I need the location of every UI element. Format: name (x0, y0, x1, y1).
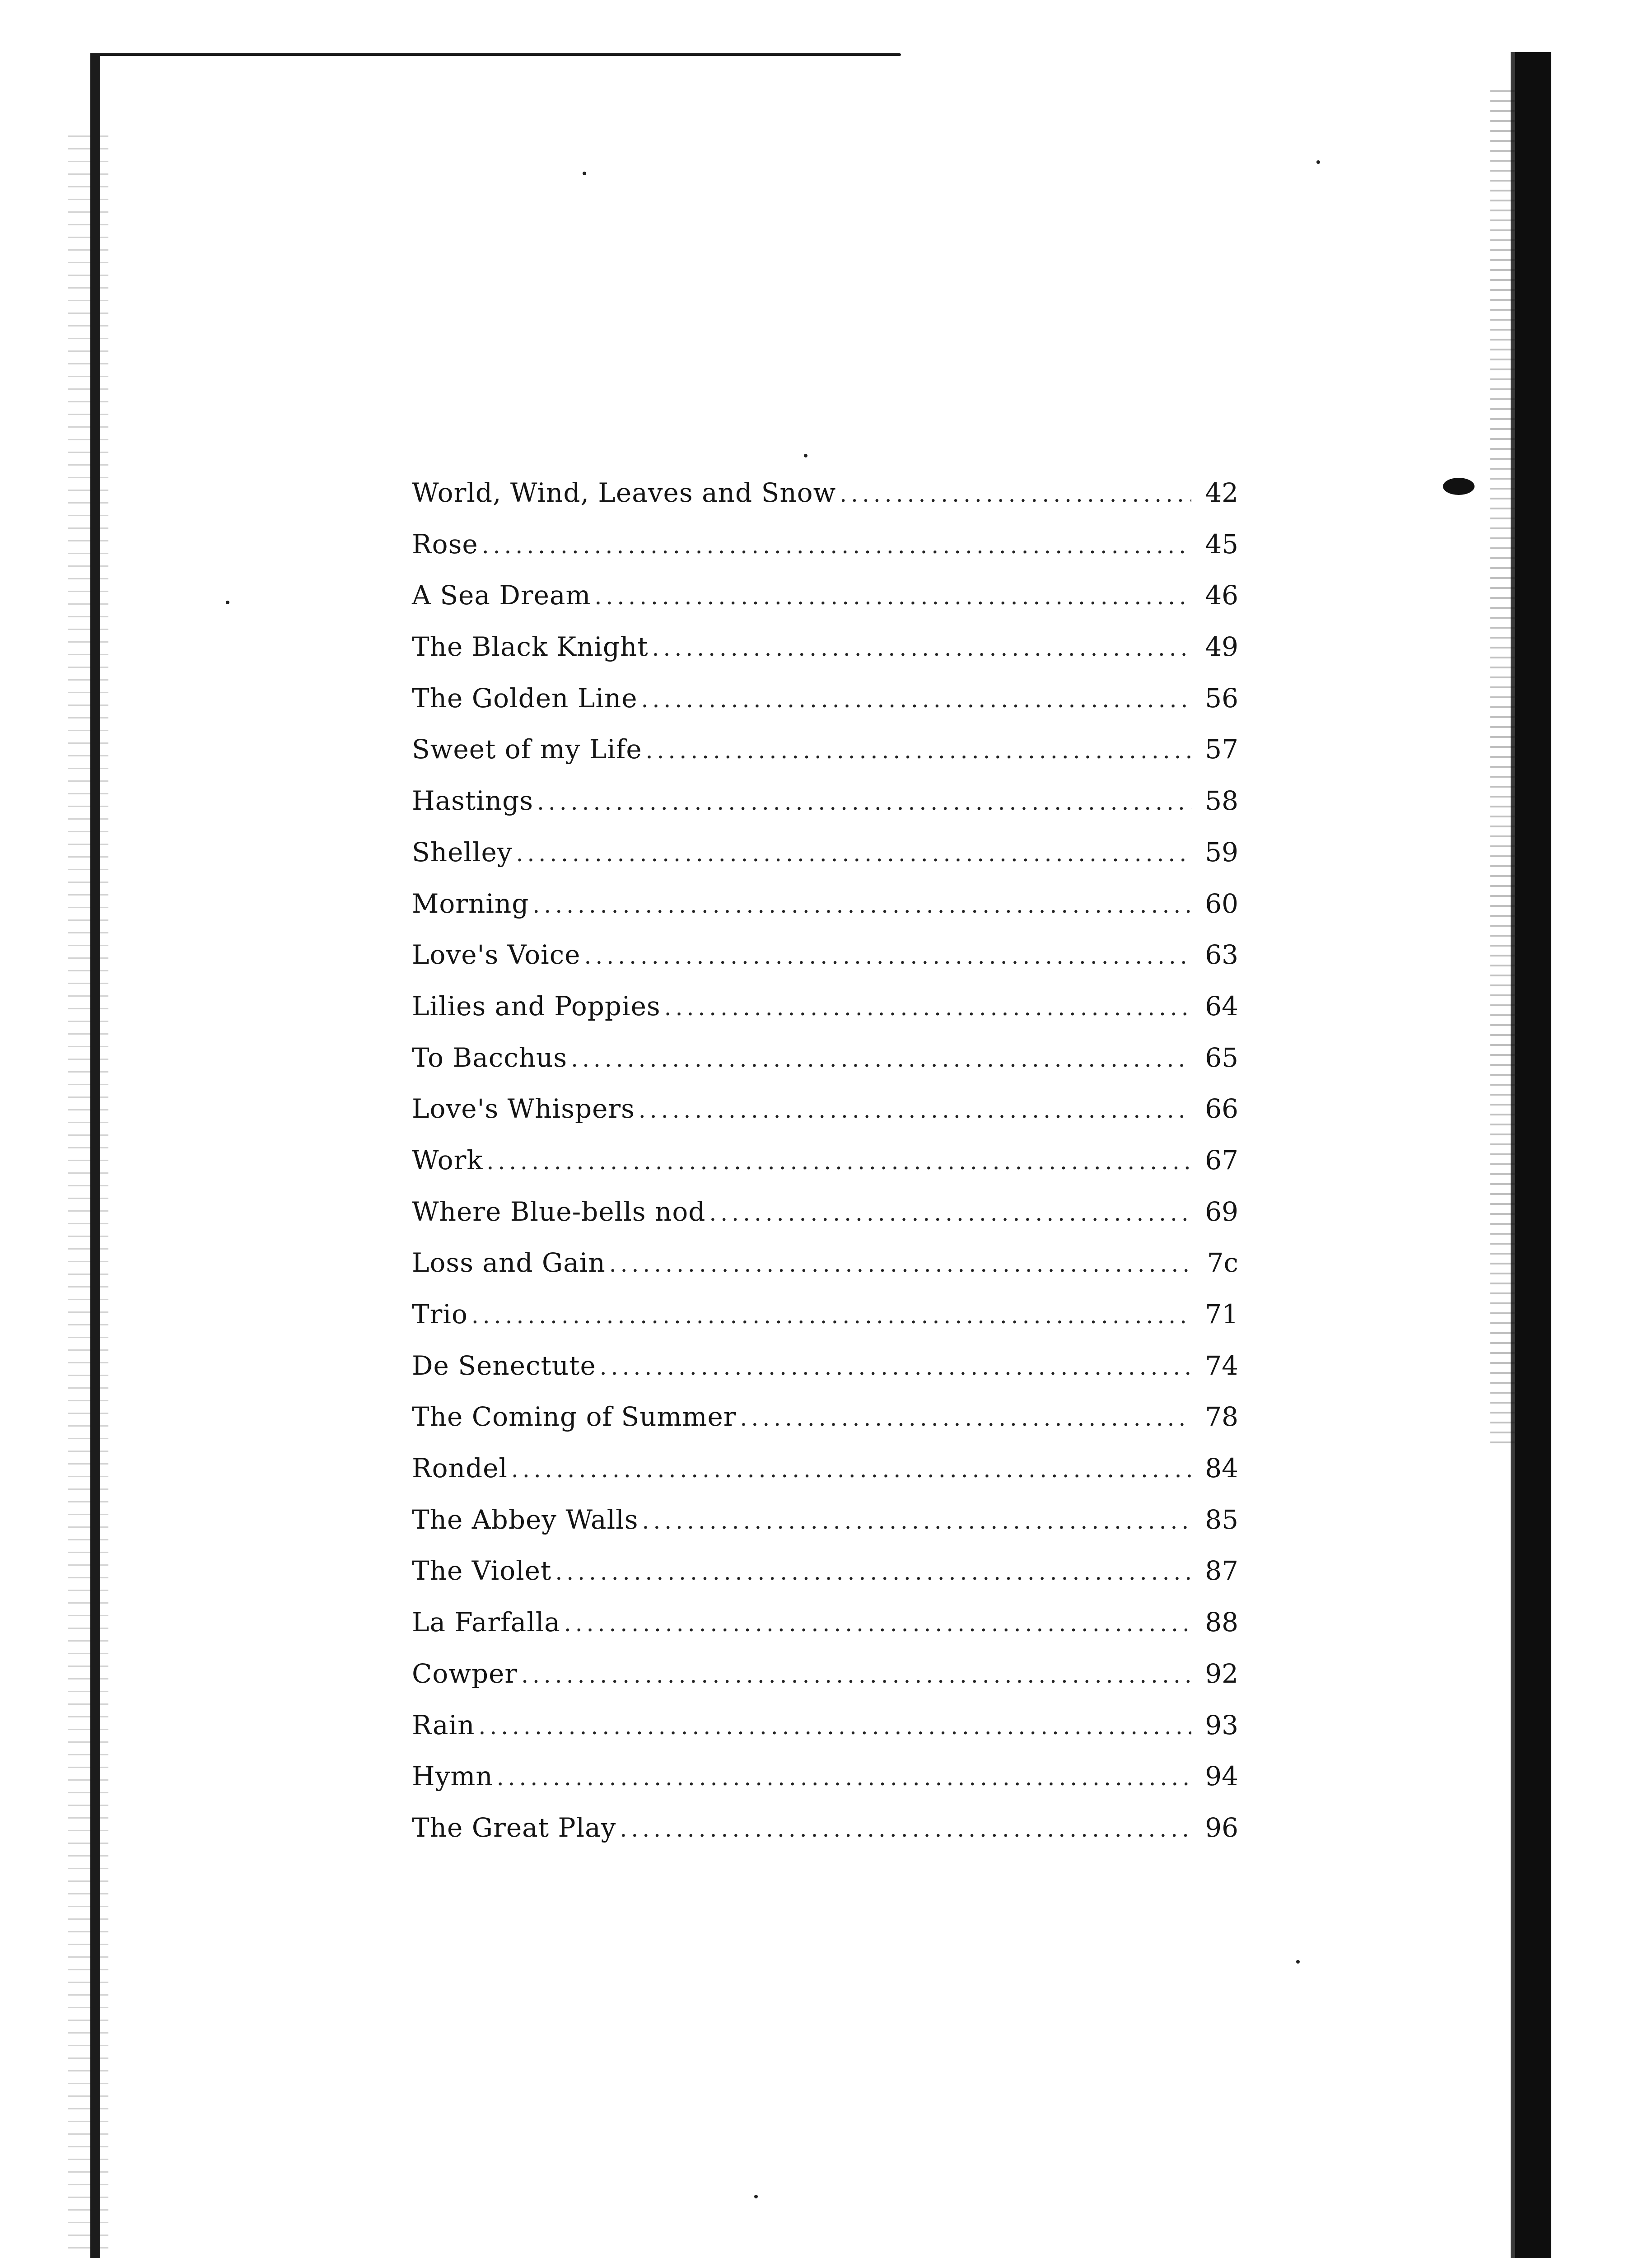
toc-entry-title: Shelley (412, 836, 513, 868)
toc-entry-title: Work (412, 1144, 483, 1176)
toc-entry[interactable] (412, 1802, 1238, 1854)
dot-leader (532, 880, 1191, 931)
toc-entry-title: Trio (412, 1299, 468, 1330)
toc-entry[interactable] (412, 1751, 1238, 1802)
toc-entry-page-number: 59 (1205, 836, 1238, 868)
right-margin-noise (1490, 90, 1517, 1445)
toc-entry-page-number: 45 (1205, 528, 1238, 560)
toc-entry-title: The Abbey Walls (412, 1504, 639, 1535)
dot-leader (642, 1496, 1192, 1547)
dot-leader (840, 469, 1191, 520)
dot-leader (478, 1701, 1191, 1753)
dot-leader (740, 1393, 1191, 1444)
toc-entry-page-number: 87 (1205, 1555, 1238, 1586)
toc-entry[interactable] (412, 878, 1238, 930)
table-of-contents (412, 467, 1238, 1854)
toc-entry[interactable] (412, 1083, 1238, 1135)
toc-entry-page-number: 85 (1205, 1504, 1238, 1535)
toc-entry[interactable] (412, 621, 1238, 673)
toc-entry-title: Where Blue-bells nod (412, 1196, 706, 1227)
dot-leader (511, 1444, 1191, 1496)
toc-entry[interactable] (412, 1545, 1238, 1597)
toc-entry[interactable] (412, 981, 1238, 1032)
dot-leader (646, 725, 1191, 777)
toc-entry-title: The Black Knight (412, 631, 649, 662)
speck (754, 2195, 758, 2198)
toc-entry-page-number: 84 (1205, 1453, 1238, 1484)
left-margin-noise (68, 135, 108, 2258)
toc-entry-page-number: 78 (1205, 1401, 1238, 1432)
toc-entry[interactable] (412, 1340, 1238, 1392)
dot-leader (595, 571, 1191, 623)
toc-entry-title: Rose (412, 528, 478, 560)
dot-leader (497, 1752, 1191, 1804)
toc-entry-page-number: 69 (1205, 1196, 1238, 1227)
dot-leader (652, 623, 1191, 674)
toc-entry[interactable] (412, 1032, 1238, 1084)
dot-leader (521, 1650, 1191, 1701)
toc-entry-title: World, Wind, Leaves and Snow (412, 477, 836, 508)
toc-entry-page-number: 67 (1205, 1144, 1238, 1176)
toc-entry[interactable] (412, 1237, 1238, 1289)
dot-leader (564, 1598, 1191, 1650)
toc-entry-title: Lilies and Poppies (412, 990, 661, 1022)
dot-leader (486, 1136, 1191, 1188)
toc-entry-page-number: 66 (1205, 1093, 1238, 1124)
dot-leader (537, 777, 1191, 828)
toc-entry-page-number: 49 (1205, 631, 1238, 662)
dot-leader (471, 1290, 1191, 1342)
toc-entry[interactable] (412, 467, 1238, 519)
toc-entry[interactable] (412, 1700, 1238, 1751)
toc-entry-title: To Bacchus (412, 1042, 568, 1073)
toc-entry-page-number: 65 (1205, 1042, 1238, 1073)
toc-entry-title: Hastings (412, 785, 534, 816)
toc-entry[interactable] (412, 1443, 1238, 1494)
toc-entry-page-number: 60 (1205, 888, 1238, 919)
dot-leader (516, 828, 1191, 880)
speck (226, 601, 229, 604)
speck (1296, 1960, 1300, 1964)
toc-entry-title: Sweet of my Life (412, 734, 642, 765)
toc-entry-page-number: 7c (1207, 1247, 1238, 1278)
toc-entry-page-number: 71 (1205, 1299, 1238, 1330)
dot-leader (709, 1188, 1191, 1239)
speck (1316, 160, 1320, 164)
toc-entry-title: Hymn (412, 1761, 493, 1792)
toc-entry[interactable] (412, 1391, 1238, 1443)
toc-entry[interactable] (412, 1186, 1238, 1238)
toc-entry-title: The Golden Line (412, 682, 638, 714)
toc-entry[interactable] (412, 1494, 1238, 1546)
toc-entry[interactable] (412, 724, 1238, 775)
dot-leader (609, 1239, 1191, 1290)
dot-leader (664, 982, 1191, 1034)
toc-entry[interactable] (412, 1135, 1238, 1186)
toc-entry[interactable] (412, 1597, 1238, 1648)
toc-entry-title: Love's Voice (412, 939, 581, 970)
toc-entry-title: De Senectute (412, 1350, 596, 1381)
toc-entry-title: A Sea Dream (412, 580, 591, 611)
dot-leader (620, 1804, 1191, 1855)
toc-entry-title: Loss and Gain (412, 1247, 606, 1278)
dot-leader (641, 674, 1191, 726)
toc-entry-page-number: 46 (1205, 580, 1238, 611)
toc-entry[interactable] (412, 775, 1238, 827)
toc-entry[interactable] (412, 1648, 1238, 1700)
toc-entry-page-number: 96 (1205, 1812, 1238, 1843)
dot-leader (555, 1547, 1191, 1598)
speck (804, 454, 807, 457)
page-top-edge (93, 53, 901, 56)
toc-entry-title: Morning (412, 888, 529, 919)
dot-leader (571, 1034, 1191, 1085)
toc-entry[interactable] (412, 673, 1238, 724)
dot-leader (639, 1085, 1191, 1136)
dot-leader (482, 520, 1191, 572)
toc-entry[interactable] (412, 1289, 1238, 1340)
toc-entry-title: The Great Play (412, 1812, 616, 1843)
dot-leader (584, 931, 1191, 982)
toc-entry[interactable] (412, 827, 1238, 878)
toc-entry-page-number: 57 (1205, 734, 1238, 765)
toc-entry-page-number: 74 (1205, 1350, 1238, 1381)
toc-entry-page-number: 58 (1205, 785, 1238, 816)
toc-entry[interactable] (412, 519, 1238, 570)
toc-entry-page-number: 64 (1205, 990, 1238, 1022)
toc-entry-page-number: 63 (1205, 939, 1238, 970)
toc-entry-page-number: 42 (1205, 477, 1238, 508)
toc-entry-title: Rondel (412, 1453, 508, 1484)
toc-entry-title: Love's Whispers (412, 1093, 635, 1124)
toc-entry-title: La Farfalla (412, 1607, 560, 1638)
toc-entry-title: Cowper (412, 1658, 518, 1689)
toc-entry-title: The Coming of Summer (412, 1401, 737, 1432)
toc-entry-title: The Violet (412, 1555, 552, 1586)
dot-leader (600, 1342, 1191, 1393)
toc-entry[interactable] (412, 929, 1238, 981)
speck (583, 172, 586, 175)
toc-entry-page-number: 56 (1205, 682, 1238, 714)
toc-entry[interactable] (412, 570, 1238, 621)
toc-entry-page-number: 93 (1205, 1709, 1238, 1740)
ink-blot (1443, 478, 1475, 495)
toc-entry-title: Rain (412, 1709, 475, 1740)
toc-entry-page-number: 92 (1205, 1658, 1238, 1689)
toc-entry-page-number: 94 (1205, 1761, 1238, 1792)
toc-entry-page-number: 88 (1205, 1607, 1238, 1638)
